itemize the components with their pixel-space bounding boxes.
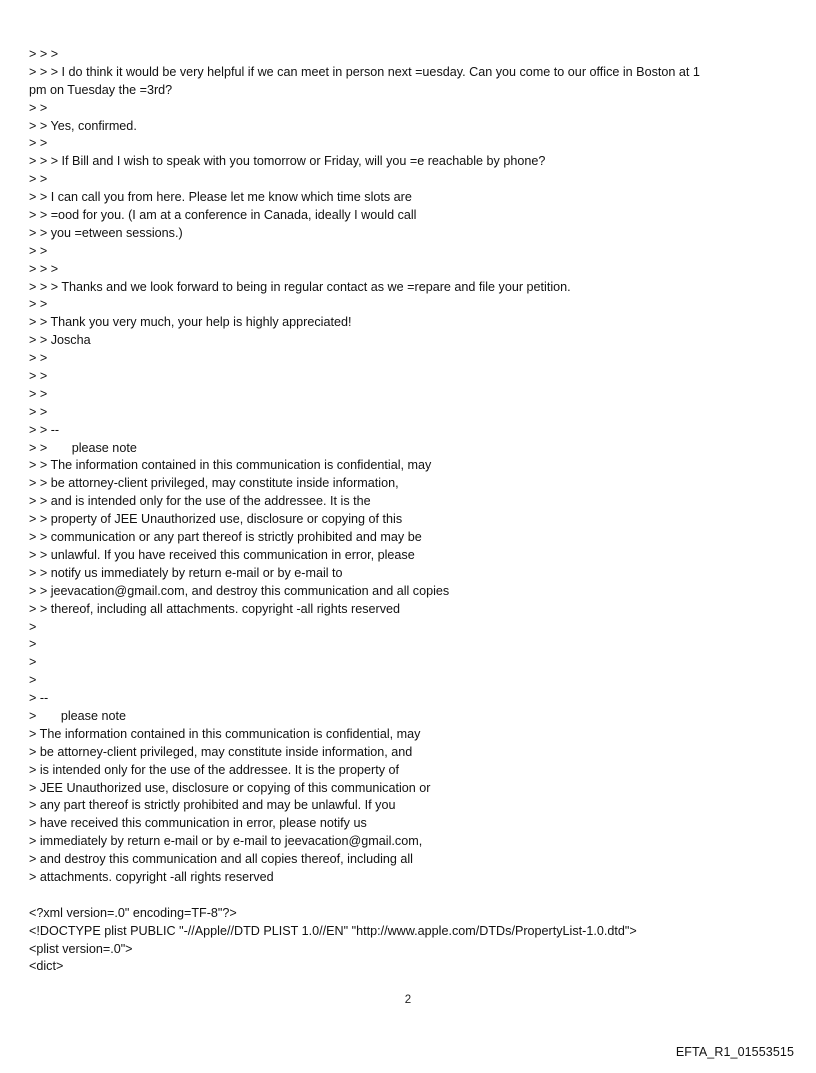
text-line: > > jeevacation@gmail.com, and destroy this communication and all copies <box>29 583 450 598</box>
text-line: > > I can call you from here. Please let me know which time slots are <box>29 190 412 205</box>
text-line: > > > <box>29 261 59 276</box>
text-line: > > unlawful. If you have received this communication in error, please <box>29 547 415 562</box>
text-line: > > > If Bill and I wish to speak with you tomorrow or Friday, will you =e reachable by phone? <box>29 154 546 169</box>
text-line: > > notify us immediately by return e-mail or by e-mail to <box>29 565 343 580</box>
text-line: > > <box>29 100 48 115</box>
text-line: > > Joscha <box>29 333 91 348</box>
text-line: > > please note <box>29 440 137 455</box>
text-line: > any part thereof is strictly prohibited and may be unlawful. If you <box>29 798 396 813</box>
text-line: > > <box>29 136 48 151</box>
text-line: > > <box>29 351 48 366</box>
text-line: > > > I do think it would be very helpful if we can meet in person next =uesday. Can you come to our office in Boston at 1 <box>29 64 700 79</box>
text-line <box>29 887 799 905</box>
text-line: > The information contained in this communication is confidential, may <box>29 726 421 741</box>
text-line: > attachments. copyright -all rights reserved <box>29 869 274 884</box>
text-line: > > thereof, including all attachments. copyright -all rights reserved <box>29 601 401 616</box>
text-line: > <box>29 637 37 652</box>
text-line: > > property of JEE Unauthorized use, disclosure or copying of this <box>29 512 403 527</box>
text-line: > > and is intended only for the use of the addressee. It is the <box>29 494 371 509</box>
text-line: <plist version=.0"> <box>29 941 133 956</box>
email-body-text <box>29 46 799 976</box>
text-line: > have received this communication in error, please notify us <box>29 816 367 831</box>
text-line: > is intended only for the use of the addressee. It is the property of <box>29 762 399 777</box>
text-line: > be attorney-client privileged, may constitute inside information, and <box>29 744 413 759</box>
text-line: > > Thank you very much, your help is highly appreciated! <box>29 315 352 330</box>
text-line: > > <box>29 243 48 258</box>
text-line: > > <box>29 404 48 419</box>
text-line: > immediately by return e-mail or by e-mail to jeevacation@gmail.com, <box>29 834 423 849</box>
text-line: > <box>29 619 37 634</box>
text-line: > > > <box>29 47 59 61</box>
text-line: pm on Tuesday the =3rd? <box>29 82 173 97</box>
page-number: 2 <box>404 994 412 1006</box>
text-line: > JEE Unauthorized use, disclosure or copying of this communication or <box>29 780 431 795</box>
text-line: > > <box>29 172 48 187</box>
text-line: > > be attorney-client privileged, may constitute inside information, <box>29 476 399 491</box>
text-line: > > The information contained in this communication is confidential, may <box>29 458 432 473</box>
text-line: <!DOCTYPE plist PUBLIC "-//Apple//DTD PLIST 1.0//EN" "http://www.apple.com/DTDs/PropertyList-1.0.dtd"> <box>29 923 637 938</box>
text-line: > and destroy this communication and all copies thereof, including all <box>29 852 413 867</box>
text-line: > > Yes, confirmed. <box>29 118 137 133</box>
text-line: > > =ood for you. (I am at a conference in Canada, ideally I would call <box>29 208 417 223</box>
document-id: EFTA_R1_01553515 <box>675 1045 794 1059</box>
text-line: > -- <box>29 691 49 706</box>
text-line: > > > Thanks and we look forward to being in regular contact as we =repare and file your petition. <box>29 279 571 294</box>
text-line: > > <box>29 386 48 401</box>
text-line: > > you =etween sessions.) <box>29 225 183 240</box>
text-line: <dict> <box>29 959 64 974</box>
text-line: > <box>29 655 37 670</box>
text-line: > please note <box>29 708 126 723</box>
text-line: > <box>29 673 37 688</box>
text-line: > > <box>29 297 48 312</box>
text-line: > > <box>29 369 48 384</box>
text-line: <?xml version=.0" encoding=TF-8"?> <box>29 905 237 920</box>
text-line: > > -- <box>29 422 60 437</box>
text-line: > > communication or any part thereof is strictly prohibited and may be <box>29 530 422 545</box>
